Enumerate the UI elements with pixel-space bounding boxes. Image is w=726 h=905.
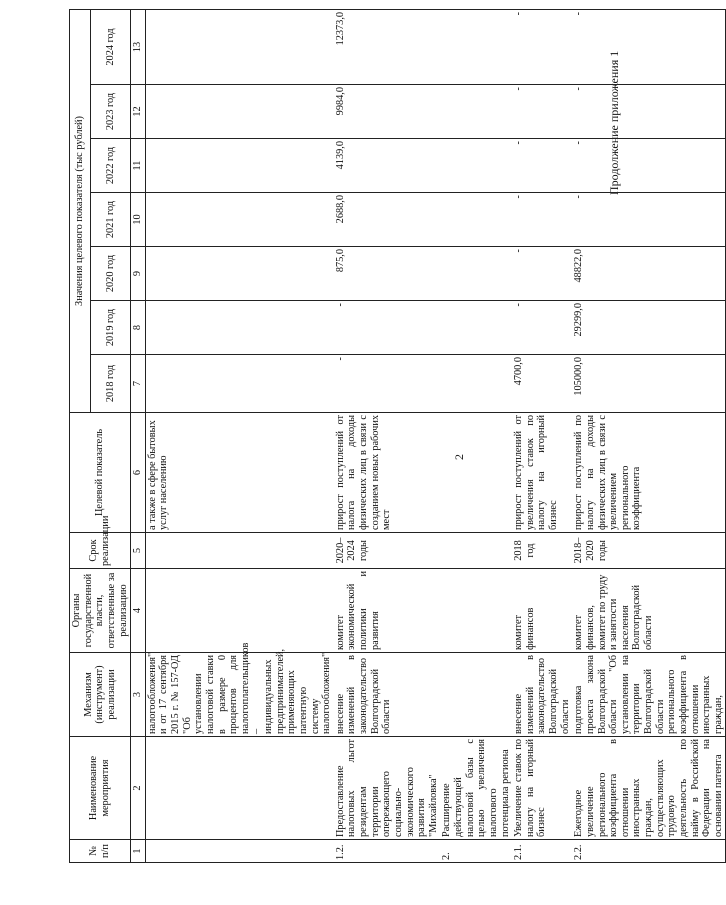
value-2022 <box>440 139 512 193</box>
target-indicator: прирост поступлений от увеличения ставок по налогу на игорный бизнес <box>512 413 572 533</box>
value-2021: 2688,0 <box>334 193 441 247</box>
value-2020 <box>145 247 334 301</box>
column-number: 12 <box>131 85 146 139</box>
term <box>145 533 334 569</box>
column-number: 10 <box>131 193 146 247</box>
row-number: 1.2. <box>334 840 441 863</box>
value-2024: 12373,0 <box>334 9 441 84</box>
row-number: 2.1. <box>512 840 572 863</box>
column-number: 13 <box>131 9 146 84</box>
col-term-header: Срок реализации <box>70 533 131 569</box>
value-2019: 29299,0 <box>572 301 726 355</box>
measure-mechanism: внесение изменений в законодательство Волгоградской области <box>334 653 441 737</box>
target-indicator: прирост поступлений по налогу на доходы физических лиц в связи с увеличением регионального коэффициента <box>572 413 726 533</box>
value-2023: 9984,0 <box>334 85 441 139</box>
year-header: 2020 год <box>91 247 131 301</box>
row-number: 2.2. <box>572 840 726 863</box>
responsible-bodies: комитет финансов, комитет по труду и занятости населения Волгоградской области <box>572 569 726 653</box>
value-2022: 4139,0 <box>334 139 441 193</box>
responsible-bodies: комитет экономической политики и развития <box>334 569 441 653</box>
value-2021 <box>440 193 512 247</box>
value-2022 <box>145 139 334 193</box>
year-header: 2023 год <box>91 85 131 139</box>
column-number: 6 <box>131 413 146 533</box>
page-number: 2 <box>452 454 466 460</box>
year-header: 2022 год <box>91 139 131 193</box>
year-header: 2021 год <box>91 193 131 247</box>
column-number: 11 <box>131 139 146 193</box>
continuation-note: Продолжение приложения 1 <box>607 50 621 195</box>
row-number <box>145 840 334 863</box>
measure-mechanism: подготовка проекта закона Волгоградской области "Об установлении на территории Волгоградской области регионального коэффициента в отношении иностранных граждан, <box>572 653 726 737</box>
value-2018 <box>145 355 334 413</box>
measure-name: Ежегодное увеличение регионального коэффициента в отношении иностранных граждан, осуществляющих трудовую деятельность по найму в Российской Федерации на основании патента <box>572 737 726 840</box>
value-2018 <box>440 355 512 413</box>
value-2023: - <box>572 85 726 139</box>
col-bodies-header: Органы государственной власти, ответственные за реализацию <box>70 569 131 653</box>
value-2023 <box>440 85 512 139</box>
value-2019 <box>145 301 334 355</box>
value-2020: 48822,0 <box>572 247 726 301</box>
term: 2020–2024 годы <box>334 533 441 569</box>
table-row <box>145 9 334 862</box>
value-2020: 875,0 <box>334 247 441 301</box>
measures-table <box>69 9 726 863</box>
col-name-header: Наименование мероприятия <box>70 737 131 840</box>
value-2024: - <box>572 9 726 84</box>
value-2018: 105000,0 <box>572 355 726 413</box>
column-number: 7 <box>131 355 146 413</box>
col-no-header: № п/п <box>70 840 131 863</box>
responsible-bodies <box>440 569 512 653</box>
target-indicator <box>440 413 512 533</box>
column-number: 4 <box>131 569 146 653</box>
measure-name <box>145 737 334 840</box>
measure-mechanism: налогообложения" и от 17 сентября 2015 г. № 157-ОД "Об установлении налоговой ставки в размере 0 процентов для налогоплательщиков – индивидуальных предпринимателей, применяющих патентную систему налогообложения" <box>145 653 334 737</box>
value-2019: - <box>334 301 441 355</box>
value-2024 <box>145 9 334 84</box>
value-2021: - <box>572 193 726 247</box>
value-2019: - <box>512 301 572 355</box>
target-indicator: прирост поступлений от налога на доходы физических лиц в связи с созданием новых рабочих мест <box>334 413 441 533</box>
table-row <box>572 9 726 862</box>
year-header: 2019 год <box>91 301 131 355</box>
measure-name: Предоставление налоговых льгот резидентам территории опережающего социально-экономического развития "Михайловка" <box>334 737 441 840</box>
column-number: 3 <box>131 653 146 737</box>
value-2018: 4700,0 <box>512 355 572 413</box>
measure-mechanism: внесение изменений в законодательство Волгоградской области <box>512 653 572 737</box>
responsible-bodies <box>145 569 334 653</box>
column-number: 8 <box>131 301 146 355</box>
measure-mechanism <box>440 653 512 737</box>
value-2018: - <box>334 355 441 413</box>
value-2021: - <box>512 193 572 247</box>
value-2023: - <box>512 85 572 139</box>
table-row <box>334 9 441 862</box>
row-number: 2. <box>440 840 512 863</box>
value-2024: - <box>512 9 572 84</box>
column-number: 1 <box>131 840 146 863</box>
target-indicator: а также в сфере бытовых услуг населению <box>145 413 334 533</box>
responsible-bodies: комитет финансов <box>512 569 572 653</box>
value-2021 <box>145 193 334 247</box>
measure-name: Увеличение ставок по налогу на игорный бизнес <box>512 737 572 840</box>
term <box>440 533 512 569</box>
column-number: 5 <box>131 533 146 569</box>
value-2020 <box>440 247 512 301</box>
values-group-header: Значения целевого показателя (тыс рублей) <box>70 9 91 412</box>
measure-name: Расширение действующей налоговой базы с целью увеличения налогового потенциала региона <box>440 737 512 840</box>
year-header: 2024 год <box>91 9 131 84</box>
column-number: 9 <box>131 247 146 301</box>
value-2022: - <box>572 139 726 193</box>
value-2023 <box>145 85 334 139</box>
col-indicator-header: Целевой показатель <box>70 413 131 533</box>
term: 2018–2020 годы <box>572 533 726 569</box>
year-header: 2018 год <box>91 355 131 413</box>
table-row <box>512 9 572 862</box>
value-2020: - <box>512 247 572 301</box>
col-mechanism-header: Механизм (инструмент) реализации <box>70 653 131 737</box>
term: 2018 год <box>512 533 572 569</box>
column-number: 2 <box>131 737 146 840</box>
value-2022: - <box>512 139 572 193</box>
value-2024 <box>440 9 512 84</box>
value-2019 <box>440 301 512 355</box>
table-row <box>440 9 512 862</box>
